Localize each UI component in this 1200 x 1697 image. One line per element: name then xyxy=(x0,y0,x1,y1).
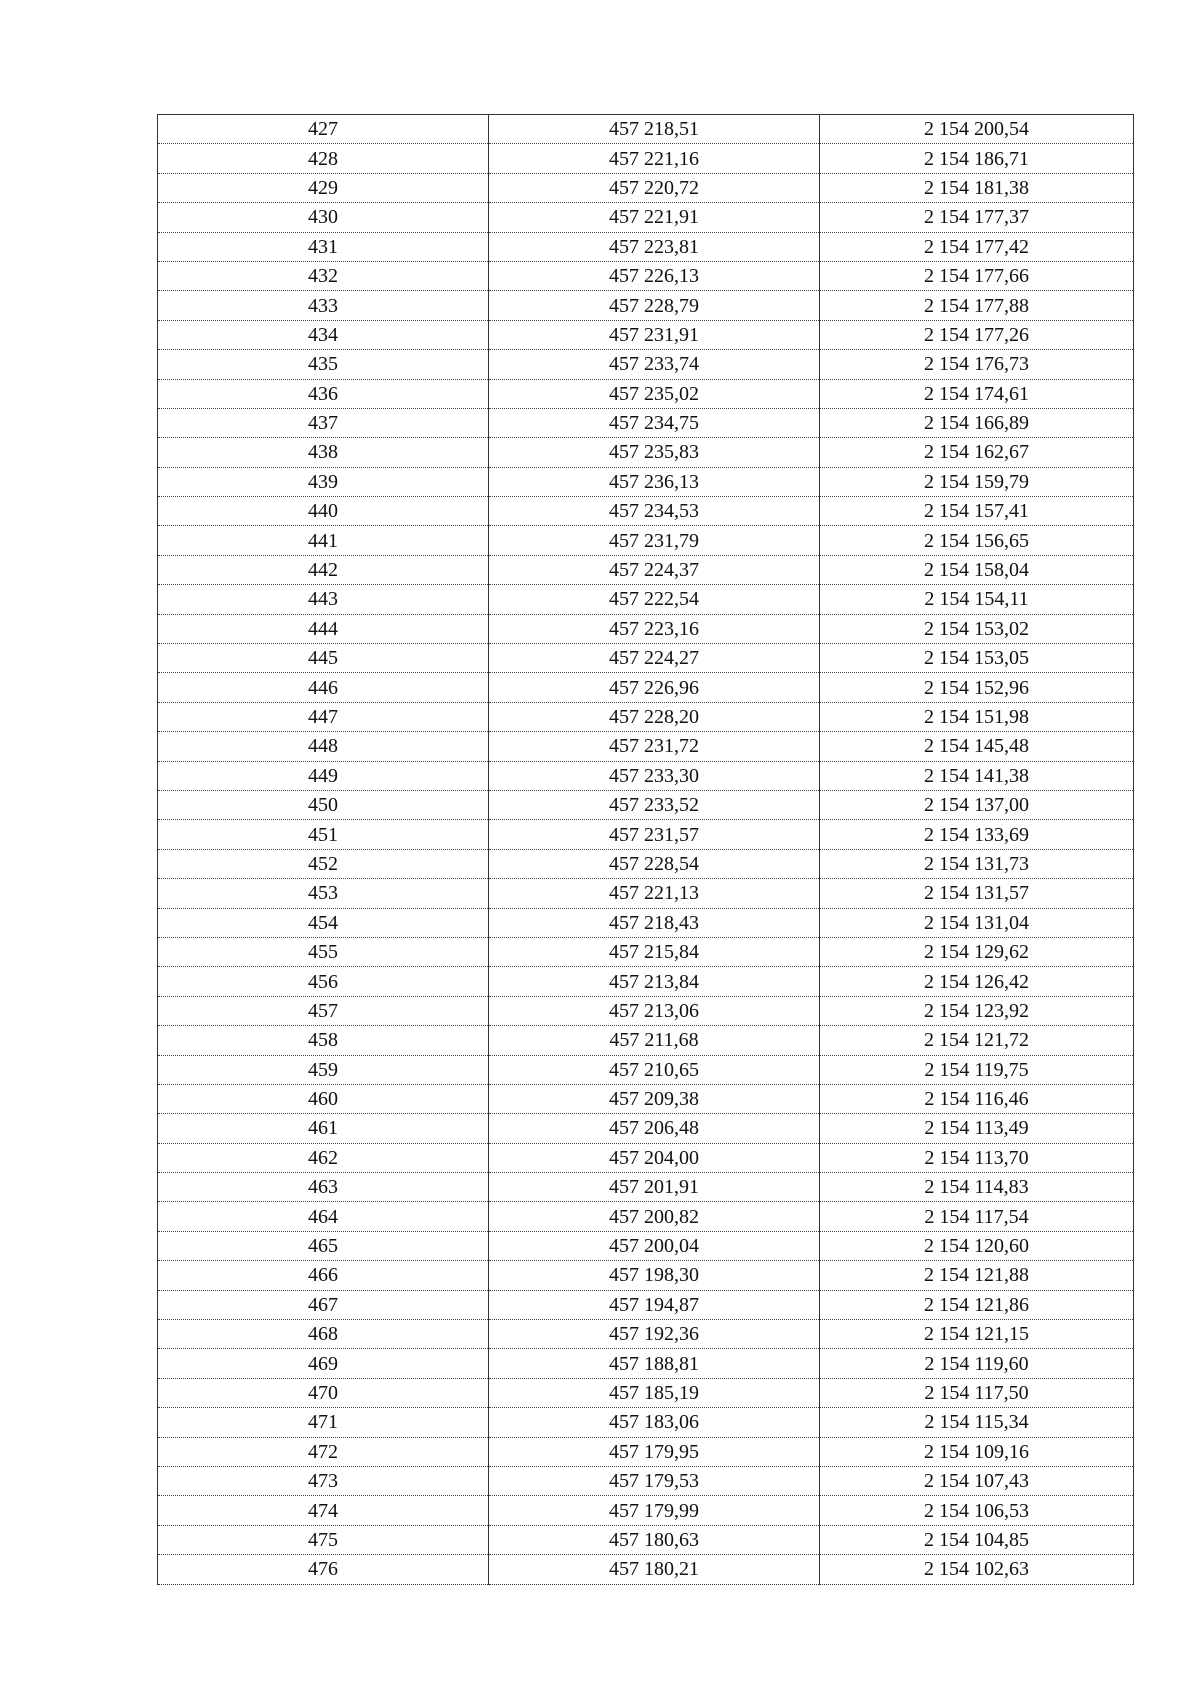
point-number-cell: 436 xyxy=(158,379,489,408)
table-row xyxy=(158,1084,1134,1113)
y-coordinate-cell: 2 154 113,49 xyxy=(820,1114,1134,1143)
point-number-cell: 427 xyxy=(158,115,489,144)
table-row xyxy=(158,232,1134,261)
point-number-cell: 461 xyxy=(158,1114,489,1143)
x-coordinate-cell: 457 200,04 xyxy=(489,1231,820,1260)
table-row xyxy=(158,1261,1134,1290)
y-coordinate-cell: 2 154 166,89 xyxy=(820,408,1134,437)
table-row xyxy=(158,908,1134,937)
x-coordinate-cell: 457 179,95 xyxy=(489,1437,820,1466)
point-number-cell: 452 xyxy=(158,849,489,878)
point-number-cell: 471 xyxy=(158,1408,489,1437)
point-number-cell: 464 xyxy=(158,1202,489,1231)
table-row xyxy=(158,320,1134,349)
table-row xyxy=(158,1349,1134,1378)
table-row xyxy=(158,644,1134,673)
point-number-cell: 463 xyxy=(158,1173,489,1202)
table-row xyxy=(158,1437,1134,1466)
table-row xyxy=(158,526,1134,555)
table-row xyxy=(158,1378,1134,1407)
y-coordinate-cell: 2 154 113,70 xyxy=(820,1143,1134,1172)
table-row xyxy=(158,350,1134,379)
point-number-cell: 458 xyxy=(158,1026,489,1055)
table-row xyxy=(158,379,1134,408)
x-coordinate-cell: 457 234,53 xyxy=(489,497,820,526)
y-coordinate-cell: 2 154 145,48 xyxy=(820,732,1134,761)
x-coordinate-cell: 457 231,72 xyxy=(489,732,820,761)
table-row xyxy=(158,732,1134,761)
point-number-cell: 476 xyxy=(158,1555,489,1584)
x-coordinate-cell: 457 218,43 xyxy=(489,908,820,937)
point-number-cell: 447 xyxy=(158,702,489,731)
point-number-cell: 460 xyxy=(158,1084,489,1113)
point-number-cell: 470 xyxy=(158,1378,489,1407)
x-coordinate-cell: 457 221,13 xyxy=(489,879,820,908)
coordinates-table xyxy=(157,114,1134,1585)
table-row xyxy=(158,585,1134,614)
x-coordinate-cell: 457 206,48 xyxy=(489,1114,820,1143)
x-coordinate-cell: 457 231,57 xyxy=(489,820,820,849)
table-row xyxy=(158,497,1134,526)
x-coordinate-cell: 457 235,02 xyxy=(489,379,820,408)
y-coordinate-cell: 2 154 156,65 xyxy=(820,526,1134,555)
point-number-cell: 459 xyxy=(158,1055,489,1084)
coordinates-table-body xyxy=(158,115,1134,1585)
y-coordinate-cell: 2 154 177,66 xyxy=(820,261,1134,290)
table-row xyxy=(158,144,1134,173)
y-coordinate-cell: 2 154 116,46 xyxy=(820,1084,1134,1113)
x-coordinate-cell: 457 222,54 xyxy=(489,585,820,614)
point-number-cell: 433 xyxy=(158,291,489,320)
y-coordinate-cell: 2 154 162,67 xyxy=(820,438,1134,467)
point-number-cell: 434 xyxy=(158,320,489,349)
point-number-cell: 429 xyxy=(158,173,489,202)
y-coordinate-cell: 2 154 131,73 xyxy=(820,849,1134,878)
x-coordinate-cell: 457 192,36 xyxy=(489,1320,820,1349)
x-coordinate-cell: 457 179,99 xyxy=(489,1496,820,1525)
x-coordinate-cell: 457 210,65 xyxy=(489,1055,820,1084)
table-row xyxy=(158,1408,1134,1437)
point-number-cell: 438 xyxy=(158,438,489,467)
table-row xyxy=(158,261,1134,290)
y-coordinate-cell: 2 154 177,26 xyxy=(820,320,1134,349)
x-coordinate-cell: 457 224,27 xyxy=(489,644,820,673)
y-coordinate-cell: 2 154 137,00 xyxy=(820,790,1134,819)
x-coordinate-cell: 457 231,91 xyxy=(489,320,820,349)
table-row xyxy=(158,1496,1134,1525)
x-coordinate-cell: 457 220,72 xyxy=(489,173,820,202)
table-row xyxy=(158,467,1134,496)
y-coordinate-cell: 2 154 151,98 xyxy=(820,702,1134,731)
point-number-cell: 450 xyxy=(158,790,489,819)
table-row xyxy=(158,1555,1134,1584)
y-coordinate-cell: 2 154 181,38 xyxy=(820,173,1134,202)
point-number-cell: 440 xyxy=(158,497,489,526)
point-number-cell: 441 xyxy=(158,526,489,555)
table-row xyxy=(158,879,1134,908)
table-row xyxy=(158,849,1134,878)
point-number-cell: 431 xyxy=(158,232,489,261)
point-number-cell: 457 xyxy=(158,996,489,1025)
table-row xyxy=(158,115,1134,144)
point-number-cell: 446 xyxy=(158,673,489,702)
point-number-cell: 469 xyxy=(158,1349,489,1378)
table-row xyxy=(158,996,1134,1025)
point-number-cell: 428 xyxy=(158,144,489,173)
y-coordinate-cell: 2 154 154,11 xyxy=(820,585,1134,614)
table-row xyxy=(158,438,1134,467)
table-row xyxy=(158,408,1134,437)
y-coordinate-cell: 2 154 121,86 xyxy=(820,1290,1134,1319)
y-coordinate-cell: 2 154 177,37 xyxy=(820,203,1134,232)
x-coordinate-cell: 457 228,54 xyxy=(489,849,820,878)
table-row xyxy=(158,1173,1134,1202)
y-coordinate-cell: 2 154 123,92 xyxy=(820,996,1134,1025)
x-coordinate-cell: 457 228,79 xyxy=(489,291,820,320)
x-coordinate-cell: 457 188,81 xyxy=(489,1349,820,1378)
y-coordinate-cell: 2 154 131,57 xyxy=(820,879,1134,908)
table-row xyxy=(158,967,1134,996)
y-coordinate-cell: 2 154 117,54 xyxy=(820,1202,1134,1231)
point-number-cell: 472 xyxy=(158,1437,489,1466)
point-number-cell: 439 xyxy=(158,467,489,496)
table-row xyxy=(158,555,1134,584)
table-row xyxy=(158,1290,1134,1319)
point-number-cell: 449 xyxy=(158,761,489,790)
table-row xyxy=(158,173,1134,202)
table-row xyxy=(158,1026,1134,1055)
table-row xyxy=(158,203,1134,232)
x-coordinate-cell: 457 233,30 xyxy=(489,761,820,790)
y-coordinate-cell: 2 154 159,79 xyxy=(820,467,1134,496)
x-coordinate-cell: 457 185,19 xyxy=(489,1378,820,1407)
x-coordinate-cell: 457 179,53 xyxy=(489,1466,820,1495)
y-coordinate-cell: 2 154 114,83 xyxy=(820,1173,1134,1202)
x-coordinate-cell: 457 226,13 xyxy=(489,261,820,290)
y-coordinate-cell: 2 154 121,88 xyxy=(820,1261,1134,1290)
point-number-cell: 454 xyxy=(158,908,489,937)
table-row xyxy=(158,1055,1134,1084)
y-coordinate-cell: 2 154 126,42 xyxy=(820,967,1134,996)
x-coordinate-cell: 457 223,81 xyxy=(489,232,820,261)
x-coordinate-cell: 457 180,63 xyxy=(489,1525,820,1554)
y-coordinate-cell: 2 154 117,50 xyxy=(820,1378,1134,1407)
x-coordinate-cell: 457 204,00 xyxy=(489,1143,820,1172)
table-row xyxy=(158,1466,1134,1495)
x-coordinate-cell: 457 233,52 xyxy=(489,790,820,819)
x-coordinate-cell: 457 224,37 xyxy=(489,555,820,584)
y-coordinate-cell: 2 154 115,34 xyxy=(820,1408,1134,1437)
point-number-cell: 445 xyxy=(158,644,489,673)
table-row xyxy=(158,761,1134,790)
x-coordinate-cell: 457 215,84 xyxy=(489,937,820,966)
table-row xyxy=(158,614,1134,643)
y-coordinate-cell: 2 154 106,53 xyxy=(820,1496,1134,1525)
y-coordinate-cell: 2 154 131,04 xyxy=(820,908,1134,937)
table-row xyxy=(158,790,1134,819)
x-coordinate-cell: 457 231,79 xyxy=(489,526,820,555)
y-coordinate-cell: 2 154 200,54 xyxy=(820,115,1134,144)
y-coordinate-cell: 2 154 121,15 xyxy=(820,1320,1134,1349)
x-coordinate-cell: 457 226,96 xyxy=(489,673,820,702)
y-coordinate-cell: 2 154 174,61 xyxy=(820,379,1134,408)
point-number-cell: 475 xyxy=(158,1525,489,1554)
point-number-cell: 442 xyxy=(158,555,489,584)
x-coordinate-cell: 457 180,21 xyxy=(489,1555,820,1584)
y-coordinate-cell: 2 154 186,71 xyxy=(820,144,1134,173)
table-row xyxy=(158,1143,1134,1172)
x-coordinate-cell: 457 221,16 xyxy=(489,144,820,173)
point-number-cell: 435 xyxy=(158,350,489,379)
x-coordinate-cell: 457 201,91 xyxy=(489,1173,820,1202)
y-coordinate-cell: 2 154 157,41 xyxy=(820,497,1134,526)
y-coordinate-cell: 2 154 133,69 xyxy=(820,820,1134,849)
y-coordinate-cell: 2 154 177,42 xyxy=(820,232,1134,261)
point-number-cell: 462 xyxy=(158,1143,489,1172)
y-coordinate-cell: 2 154 153,02 xyxy=(820,614,1134,643)
y-coordinate-cell: 2 154 119,60 xyxy=(820,1349,1134,1378)
table-row xyxy=(158,1231,1134,1260)
point-number-cell: 443 xyxy=(158,585,489,614)
table-row xyxy=(158,673,1134,702)
point-number-cell: 451 xyxy=(158,820,489,849)
point-number-cell: 467 xyxy=(158,1290,489,1319)
x-coordinate-cell: 457 233,74 xyxy=(489,350,820,379)
table-row xyxy=(158,1114,1134,1143)
y-coordinate-cell: 2 154 153,05 xyxy=(820,644,1134,673)
point-number-cell: 468 xyxy=(158,1320,489,1349)
x-coordinate-cell: 457 213,84 xyxy=(489,967,820,996)
y-coordinate-cell: 2 154 152,96 xyxy=(820,673,1134,702)
point-number-cell: 474 xyxy=(158,1496,489,1525)
table-row xyxy=(158,291,1134,320)
y-coordinate-cell: 2 154 107,43 xyxy=(820,1466,1134,1495)
y-coordinate-cell: 2 154 121,72 xyxy=(820,1026,1134,1055)
x-coordinate-cell: 457 211,68 xyxy=(489,1026,820,1055)
point-number-cell: 455 xyxy=(158,937,489,966)
point-number-cell: 430 xyxy=(158,203,489,232)
table-row xyxy=(158,820,1134,849)
table-row xyxy=(158,937,1134,966)
x-coordinate-cell: 457 218,51 xyxy=(489,115,820,144)
y-coordinate-cell: 2 154 119,75 xyxy=(820,1055,1134,1084)
y-coordinate-cell: 2 154 120,60 xyxy=(820,1231,1134,1260)
table-row xyxy=(158,1202,1134,1231)
point-number-cell: 456 xyxy=(158,967,489,996)
x-coordinate-cell: 457 223,16 xyxy=(489,614,820,643)
point-number-cell: 448 xyxy=(158,732,489,761)
x-coordinate-cell: 457 194,87 xyxy=(489,1290,820,1319)
y-coordinate-cell: 2 154 109,16 xyxy=(820,1437,1134,1466)
y-coordinate-cell: 2 154 129,62 xyxy=(820,937,1134,966)
y-coordinate-cell: 2 154 176,73 xyxy=(820,350,1134,379)
point-number-cell: 466 xyxy=(158,1261,489,1290)
table-row xyxy=(158,1525,1134,1554)
point-number-cell: 465 xyxy=(158,1231,489,1260)
x-coordinate-cell: 457 236,13 xyxy=(489,467,820,496)
point-number-cell: 432 xyxy=(158,261,489,290)
table-row xyxy=(158,702,1134,731)
x-coordinate-cell: 457 234,75 xyxy=(489,408,820,437)
point-number-cell: 444 xyxy=(158,614,489,643)
y-coordinate-cell: 2 154 141,38 xyxy=(820,761,1134,790)
y-coordinate-cell: 2 154 104,85 xyxy=(820,1525,1134,1554)
y-coordinate-cell: 2 154 177,88 xyxy=(820,291,1134,320)
x-coordinate-cell: 457 235,83 xyxy=(489,438,820,467)
x-coordinate-cell: 457 221,91 xyxy=(489,203,820,232)
table-row xyxy=(158,1320,1134,1349)
x-coordinate-cell: 457 200,82 xyxy=(489,1202,820,1231)
x-coordinate-cell: 457 228,20 xyxy=(489,702,820,731)
point-number-cell: 473 xyxy=(158,1466,489,1495)
y-coordinate-cell: 2 154 158,04 xyxy=(820,555,1134,584)
x-coordinate-cell: 457 209,38 xyxy=(489,1084,820,1113)
x-coordinate-cell: 457 183,06 xyxy=(489,1408,820,1437)
x-coordinate-cell: 457 198,30 xyxy=(489,1261,820,1290)
y-coordinate-cell: 2 154 102,63 xyxy=(820,1555,1134,1584)
x-coordinate-cell: 457 213,06 xyxy=(489,996,820,1025)
point-number-cell: 453 xyxy=(158,879,489,908)
point-number-cell: 437 xyxy=(158,408,489,437)
